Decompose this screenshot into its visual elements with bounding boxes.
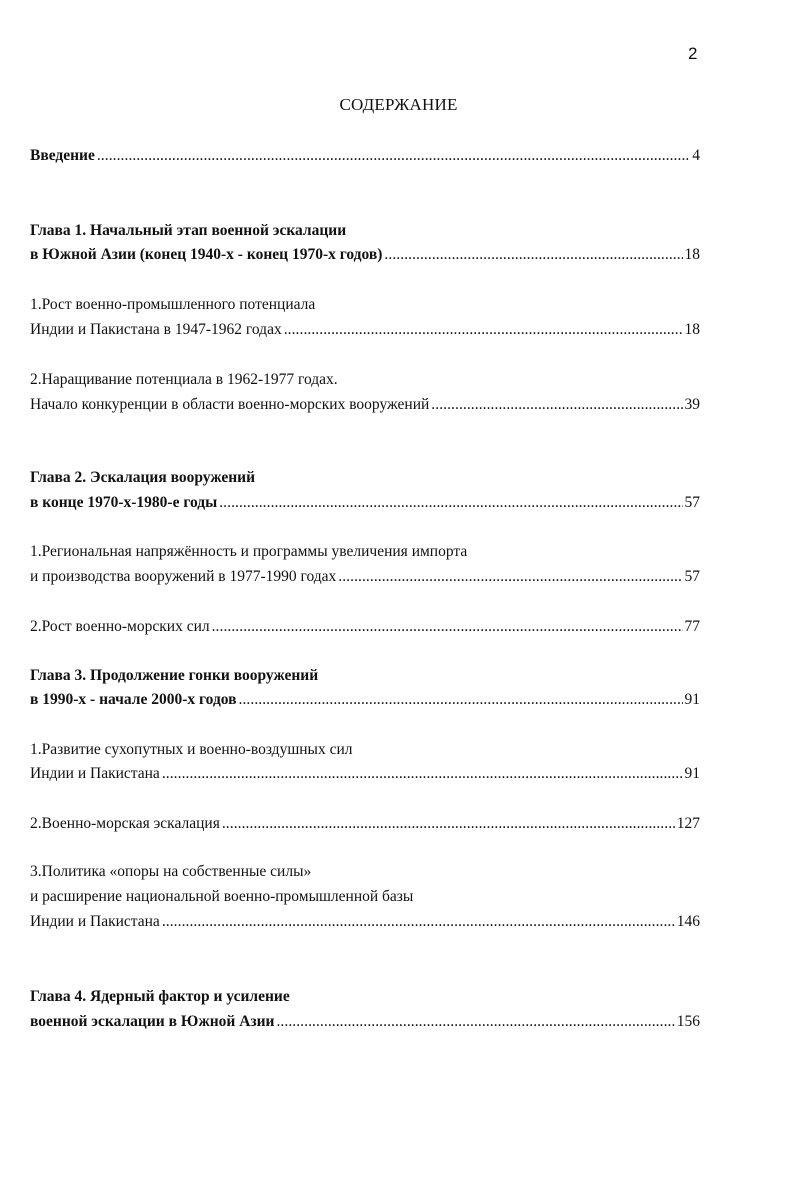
toc-entry-chapter-2[interactable]	[30, 493, 700, 513]
toc-entry-label: в конце 1970-х-1980-е годы	[30, 494, 218, 511]
toc-section-1-1-heading: 1.Рост военно-промышленного потенциала	[30, 296, 316, 313]
page-number: 2	[688, 44, 698, 63]
toc-entry-section-1-1[interactable]	[30, 320, 700, 340]
toc-page-number: 39	[684, 396, 700, 413]
toc-entry-section-1-2[interactable]	[30, 395, 700, 415]
toc-chapter-4-heading: Глава 4. Ядерный фактор и усиление	[30, 988, 290, 1005]
toc-entry-label: Индии и Пакистана	[30, 765, 160, 782]
toc-section-2-1-heading: 1.Региональная напряжённость и программы увеличения импорта	[30, 543, 468, 560]
dot-leader	[219, 493, 682, 513]
toc-page-number: 146	[676, 913, 700, 930]
toc-entry-label: и производства вооружений в 1977-1990 годах	[30, 568, 337, 585]
toc-entry-label: Индии и Пакистана в 1947-1962 годах	[30, 321, 282, 338]
dot-leader	[212, 617, 683, 637]
toc-entry-section-3-2[interactable]	[30, 814, 700, 834]
toc-page-number: 4	[692, 147, 700, 164]
dot-leader	[384, 245, 682, 265]
dot-leader	[431, 395, 682, 415]
dot-leader	[162, 912, 675, 932]
toc-page-number: 127	[676, 815, 700, 832]
dot-leader	[97, 146, 690, 166]
toc-entry-label: в Южной Азии (конец 1940-х - конец 1970-х годов)	[30, 246, 383, 263]
toc-entry-label: Начало конкуренции в области военно-морских вооружений	[30, 396, 430, 413]
toc-section-3-1-heading: 1.Развитие сухопутных и военно-воздушных сил	[30, 741, 353, 758]
toc-entry-label: Индии и Пакистана	[30, 913, 160, 930]
toc-section-1-2-heading: 2.Наращивание потенциала в 1962-1977 годах.	[30, 371, 338, 388]
toc-chapter-3-heading: Глава 3. Продолжение гонки вооружений	[30, 667, 319, 684]
dot-leader	[276, 1012, 674, 1032]
toc-page-number: 156	[676, 1013, 700, 1030]
toc-page-number: 91	[684, 765, 700, 782]
toc-page-number: 91	[684, 691, 700, 708]
toc-entry-section-3-3[interactable]	[30, 912, 700, 932]
toc-chapter-1-heading: Глава 1. Начальный этап военной эскалации	[30, 222, 347, 239]
toc-section-3-3-heading: 3.Политика «опоры на собственные силы»	[30, 863, 312, 880]
toc-entry-introduction[interactable]	[30, 146, 700, 166]
dot-leader	[222, 814, 675, 834]
dot-leader	[284, 320, 683, 340]
toc-section-3-3-heading-line2: и расширение национальной военно-промышленной базы	[30, 888, 414, 905]
toc-entry-label: 2.Военно-морская эскалация	[30, 815, 220, 832]
toc-entry-label: Введение	[30, 147, 95, 164]
toc-page-number: 18	[684, 321, 700, 338]
toc-entry-chapter-3[interactable]	[30, 690, 700, 710]
dot-leader	[162, 764, 683, 784]
toc-entry-chapter-1[interactable]	[30, 245, 700, 265]
toc-entry-chapter-4[interactable]	[30, 1012, 700, 1032]
toc-entry-label: военной эскалации в Южной Азии	[30, 1013, 275, 1030]
toc-page-number: 57	[684, 568, 700, 585]
toc-page-number: 77	[684, 618, 700, 635]
dot-leader	[239, 690, 683, 710]
toc-entry-label: 2.Рост военно-морских сил	[30, 618, 210, 635]
toc-entry-label: в 1990-х - начале 2000-х годов	[30, 691, 237, 708]
toc-page-number: 18	[684, 246, 700, 263]
toc-entry-section-3-1[interactable]	[30, 764, 700, 784]
dot-leader	[338, 567, 682, 587]
toc-entry-section-2-2[interactable]	[30, 617, 700, 637]
toc-page-number: 57	[684, 494, 700, 511]
toc-chapter-2-heading: Глава 2. Эскалация вооружений	[30, 469, 256, 486]
page-title: СОДЕРЖАНИЕ	[339, 95, 458, 114]
toc-entry-section-2-1[interactable]	[30, 567, 700, 587]
